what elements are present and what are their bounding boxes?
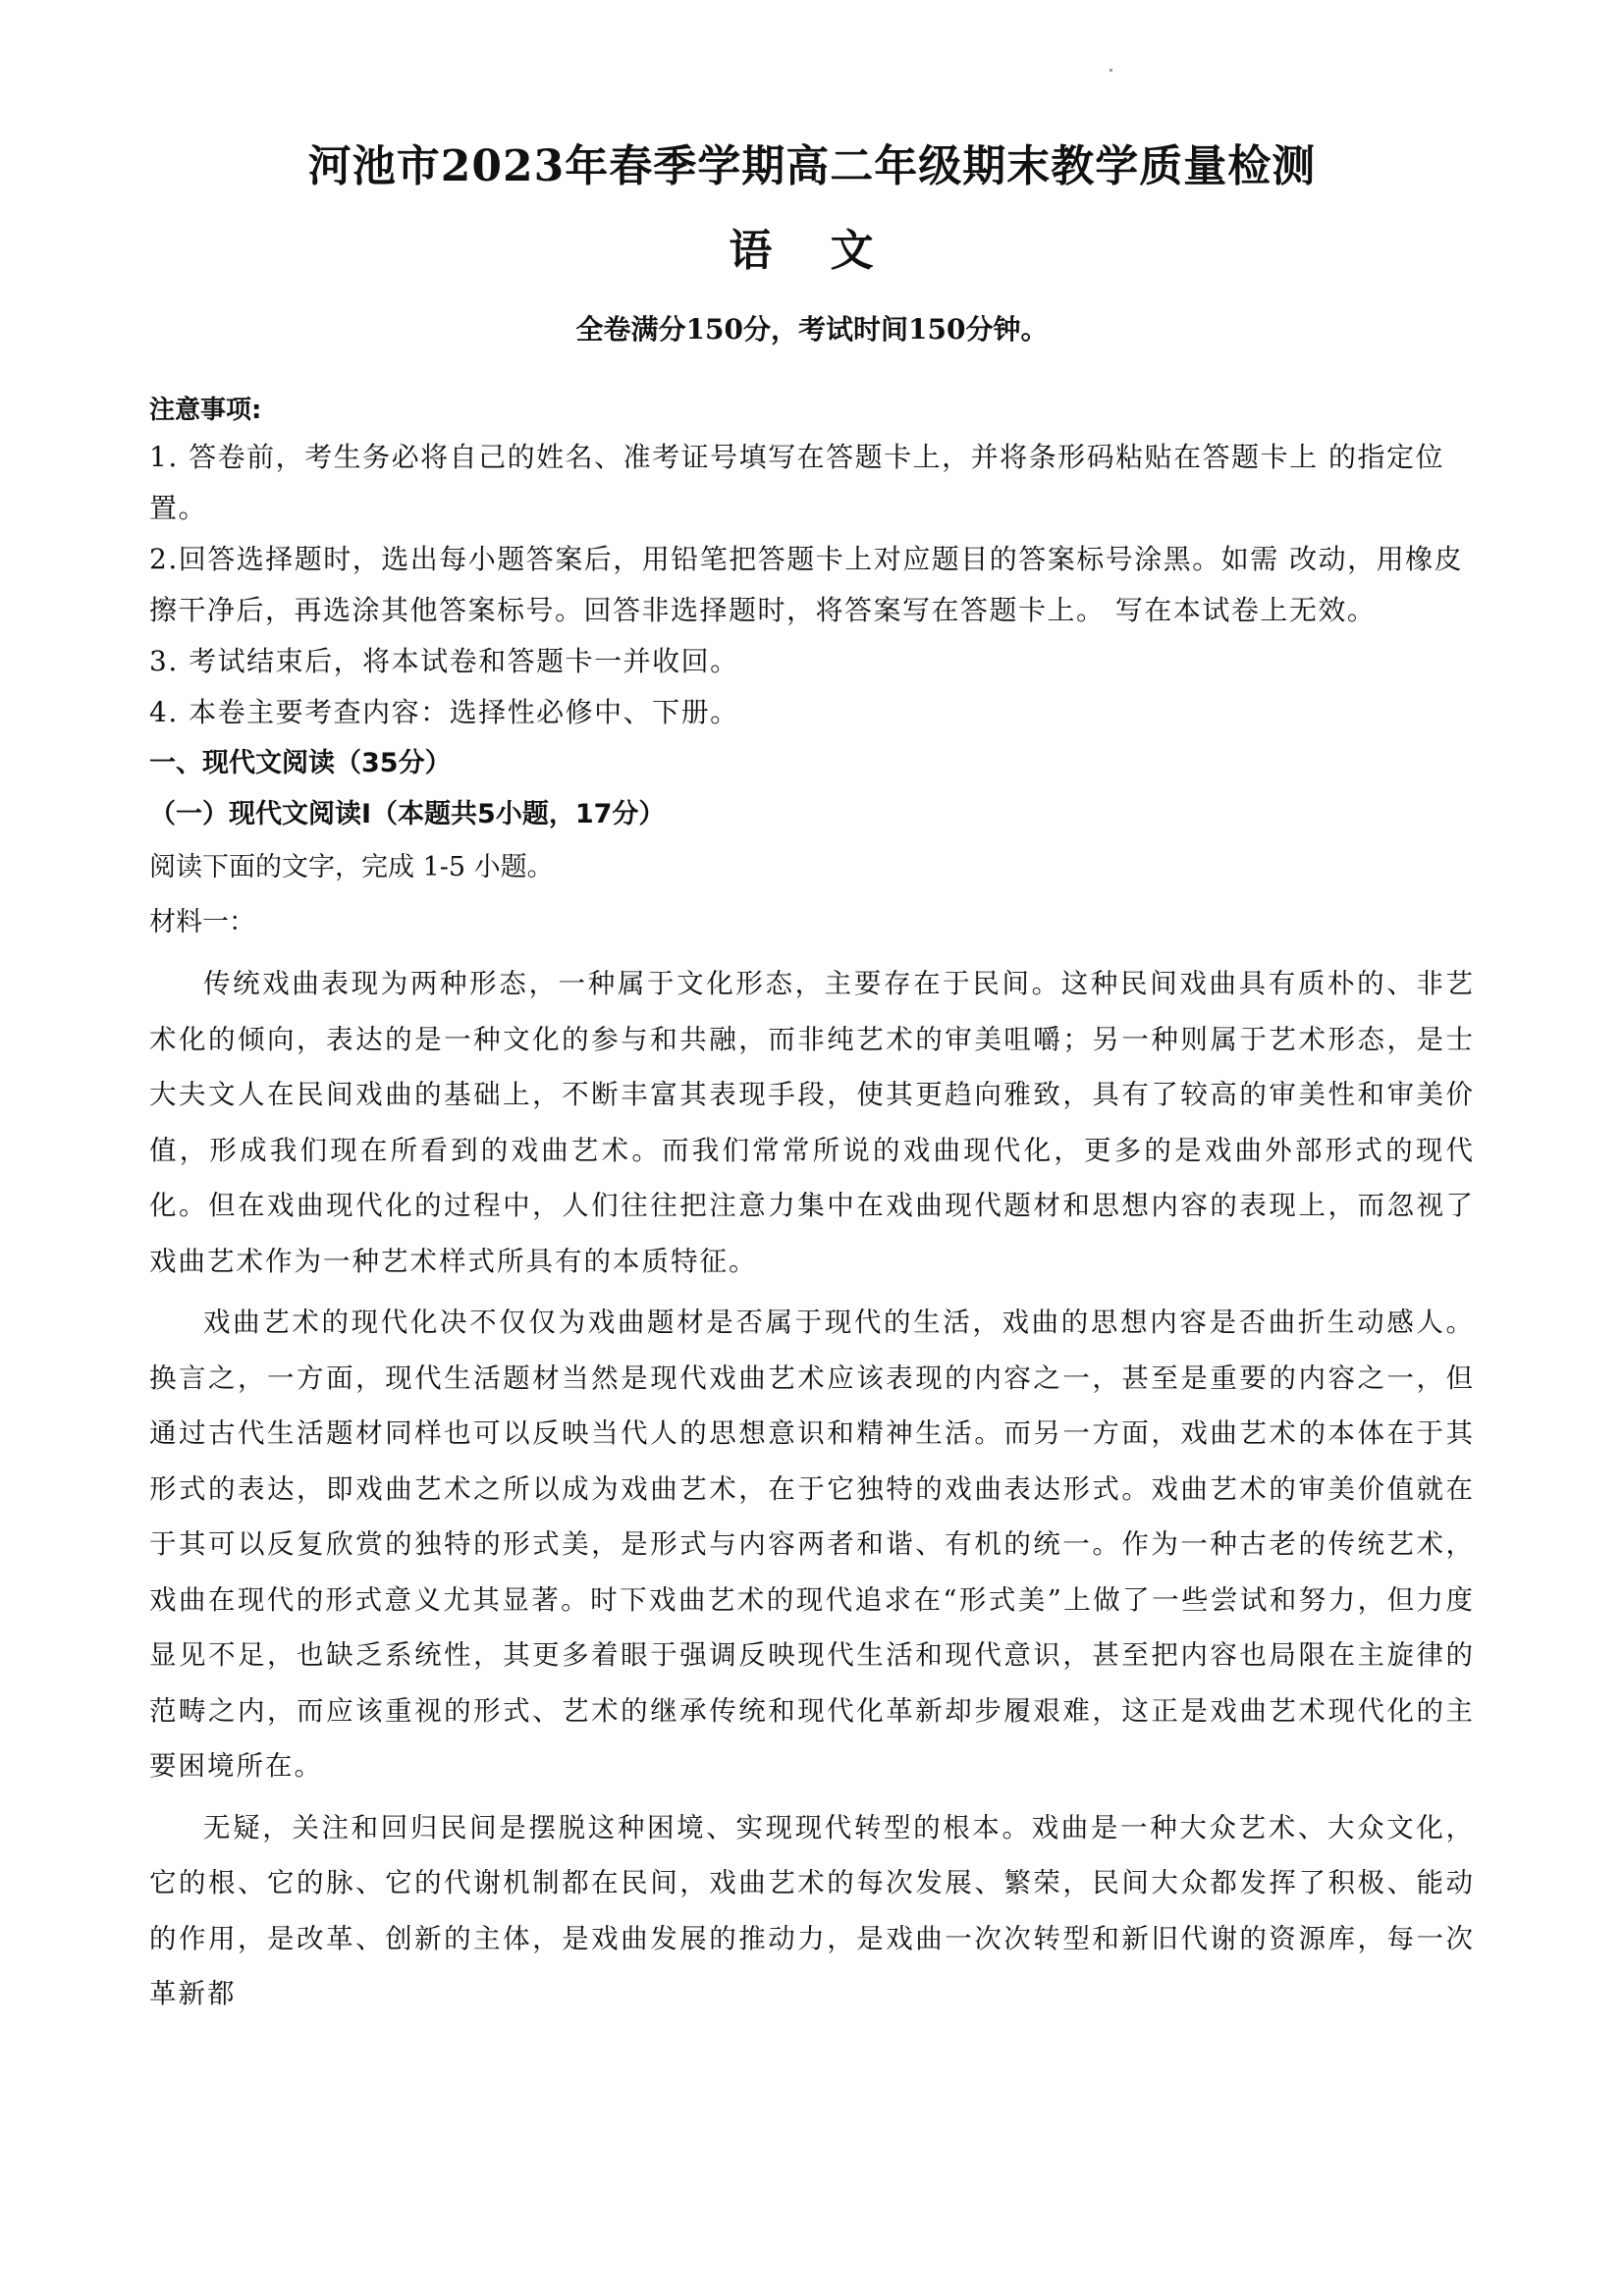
material-paragraph-1: 传统戏曲表现为两种形态，一种属于文化形态，主要存在于民间。这种民间戏曲具有质朴的、非艺术化的倾向，表达的是一种文化的参与和共融，而非纯艺术的审美咀嚼；另一种则属于艺术形态，是士大夫文人在民间戏曲的基础上，不断丰富其表现手段，使其更趋向雅致，具有了较高的审美性和审美价值，形成我们现在所看到的戏曲艺术。而我们常常所说的戏曲现代化，更多的是戏曲外部形式的现代化。但在戏曲现代化的过程中，人们往往把注意力集中在戏曲现代题材和思想内容的表现上，而忽视了戏曲艺术作为一种艺术样式所具有的本质特征。 [149, 968, 1475, 1277]
exam-info: 全卷满分150分，考试时间150分钟。 [575, 313, 1049, 346]
notes-title: 注意事项: [149, 396, 262, 425]
exam-title: 河池市2023年春季学期高二年级期末教学质量检测 [307, 141, 1317, 191]
note-item-3: 3. 考试结束后，将本试卷和答题卡一并收回。 [149, 645, 739, 677]
subject-title: 语 文 [729, 226, 895, 276]
material-paragraph-2: 戏曲艺术的现代化决不仅仅为戏曲题材是否属于现代的生活，戏曲的思想内容是否曲折生动感人。换言之，一方面，现代生活题材当然是现代戏曲艺术应该表现的内容之一，甚至是重要的内容之一，但通过古代生活题材同样也可以反映当代人的思想意识和精神生活。而另一方面，戏曲艺术的本体在于其形式的表达，即戏曲艺术之所以成为戏曲艺术，在于它独特的戏曲表达形式。戏曲艺术的审美价值就在于其可以反复欣赏的独特的形式美，是形式与内容两者和谐、有机的统一。作为一种古老的传统艺术，戏曲在现代的形式意义尤其显著。时下戏曲艺术的现代追求在“形式美”上做了一些尝试和努力，但力度显见不足，也缺乏系统性，其更多着眼于强调反映现代生活和现代意识，甚至把内容也局限在主旋律的范畴之内，而应该重视的形式、艺术的继承传统和现代化革新却步履艰难，这正是戏曲艺术现代化的主要困境所在。 [149, 1307, 1475, 1782]
material-label: 材料一： [149, 907, 255, 937]
scan-mark [1110, 69, 1112, 72]
reading-instruction: 阅读下面的文字，完成 1-5 小题。 [149, 852, 554, 882]
material-paragraph-3: 无疑，关注和回归民间是摆脱这种困境、实现现代转型的根本。戏曲是一种大众艺术、大众文化，它的根、它的脉、它的代谢机制都在民间，戏曲艺术的每次发展、繁荣，民间大众都发挥了积极、能动的作用，是改革、创新的主体，是戏曲发展的推动力，是戏曲一次次转型和新旧代谢的资源库，每一次革新都 [149, 1811, 1475, 2009]
note-item-2: 2.回答选择题时，选出每小题答案后，用铅笔把答题卡上对应题目的答案标号涂黑。如需 改动，用橡皮擦干净后，再选涂其他答案标号。回答非选择题时，将答案写在答题卡上。 写在本试卷上无效。 [149, 543, 1464, 626]
subsection-heading: （一）现代文阅读Ⅰ（本题共5小题，17分） [149, 799, 666, 829]
section-heading: 一、现代文阅读（35分） [149, 748, 452, 778]
note-item-1: 1. 答卷前，考生务必将自己的姓名、准考证号填写在答题卡上，并将条形码粘贴在答题卡上 的指定位置。 [149, 441, 1445, 524]
note-item-4: 4. 本卷主要考查内容：选择性必修中、下册。 [149, 696, 739, 728]
